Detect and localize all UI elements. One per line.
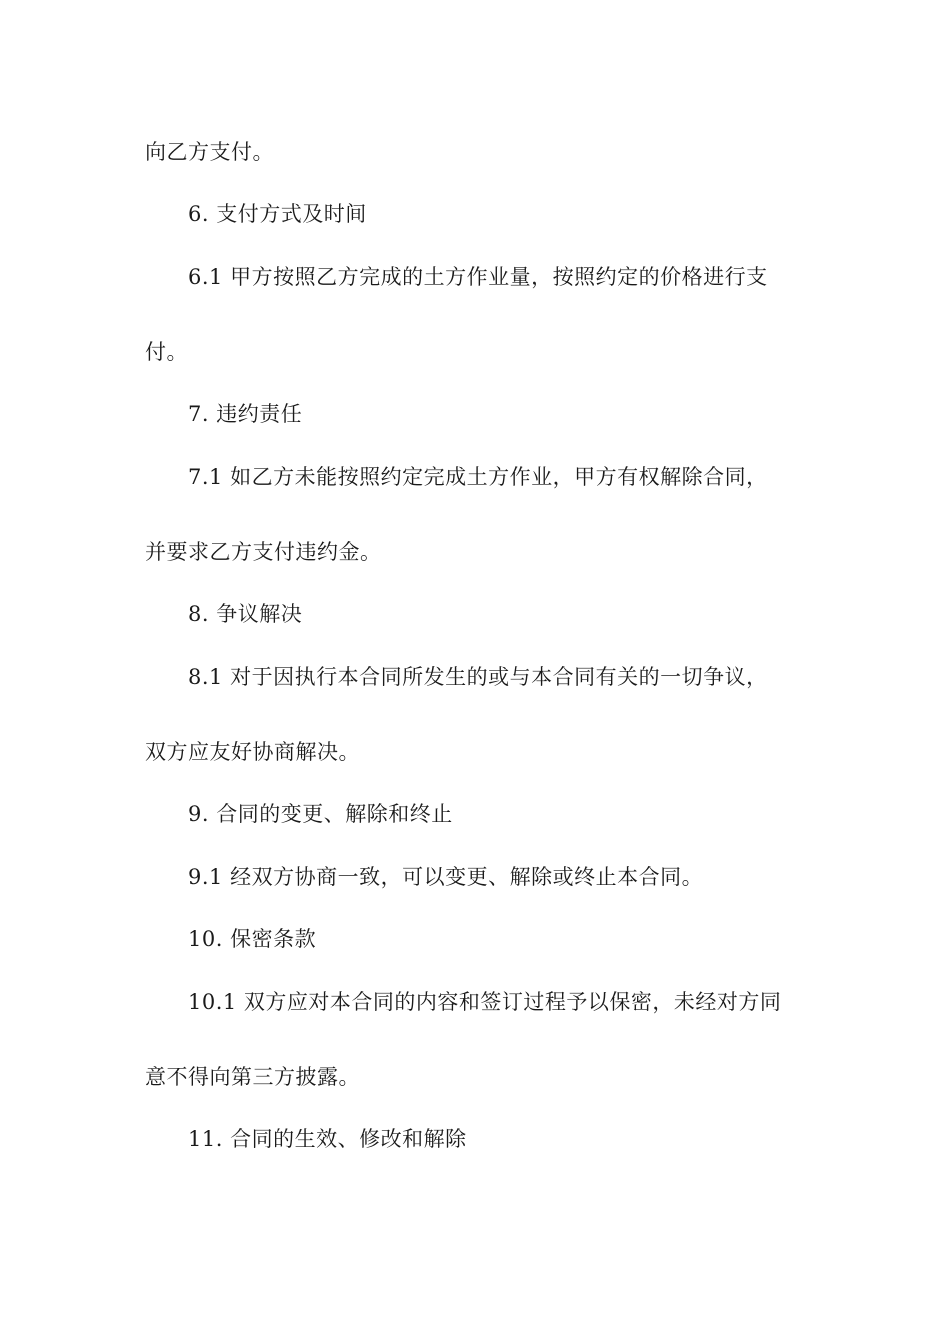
clause-10-1-continuation: 意不得向第三方披露。	[145, 1065, 360, 1089]
section-heading-6: 6. 支付方式及时间	[188, 202, 367, 226]
clause-8-1: 8.1 对于因执行本合同所发生的或与本合同有关的一切争议，	[188, 665, 768, 689]
section-heading-8: 8. 争议解决	[188, 602, 303, 626]
section-heading-9: 9. 合同的变更、解除和终止	[188, 802, 453, 826]
clause-9-1: 9.1 经双方协商一致，可以变更、解除或终止本合同。	[188, 865, 704, 889]
clause-7-1-continuation: 并要求乙方支付违约金。	[145, 540, 382, 564]
clause-7-1: 7.1 如乙方未能按照约定完成土方作业，甲方有权解除合同，	[188, 465, 768, 489]
section-heading-7: 7. 违约责任	[188, 402, 303, 426]
clause-10-1: 10.1 双方应对本合同的内容和签订过程予以保密，未经对方同	[188, 990, 782, 1014]
continuation-line: 向乙方支付。	[145, 140, 274, 164]
clause-6-1-continuation: 付。	[145, 340, 188, 364]
clause-8-1-continuation: 双方应友好协商解决。	[145, 740, 360, 764]
clause-6-1: 6.1 甲方按照乙方完成的土方作业量，按照约定的价格进行支	[188, 265, 768, 289]
section-heading-10: 10. 保密条款	[188, 927, 317, 951]
section-heading-11: 11. 合同的生效、修改和解除	[188, 1127, 467, 1151]
